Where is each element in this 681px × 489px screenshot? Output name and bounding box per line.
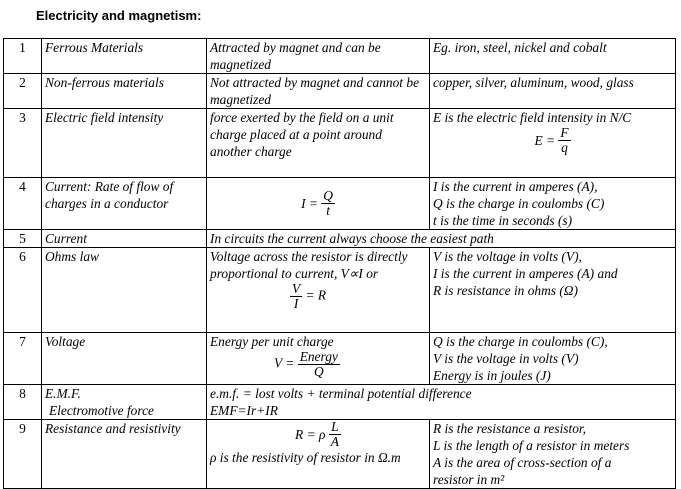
table-row [4, 39, 676, 74]
equation-rhs: = R [305, 287, 327, 303]
table-row [4, 178, 676, 230]
voltage-equation [210, 350, 426, 379]
description-cell: force exerted by the field on a unit charge placed at a point around another charge [207, 109, 430, 178]
resistivity-equation [210, 420, 426, 449]
description-cell: In circuits the current always choose the easiest path [207, 230, 676, 248]
description-cell: Not attracted by magnet and cannot be magnetized [207, 74, 430, 109]
notes-cell [430, 248, 676, 333]
fraction [290, 282, 302, 311]
term-cell: Electric field intensity [42, 109, 207, 178]
ohms-law-equation [210, 282, 426, 311]
table-row [4, 109, 676, 178]
term-cell [42, 385, 207, 420]
term-cell: Ohms law [42, 248, 207, 333]
numerator: L [329, 420, 341, 435]
voltage-text: Energy per unit charge [210, 334, 334, 349]
notes-line: t is the time in seconds (s) [433, 213, 573, 228]
term-cell: Non-ferrous materials [42, 74, 207, 109]
term-line: Electromotive force [49, 403, 154, 418]
term-line: E.M.F. [45, 386, 81, 401]
description-cell [207, 385, 676, 420]
description-line: EMF=Ir+IR [210, 403, 278, 418]
formula-table [3, 38, 676, 489]
page-heading: Electricity and magnetism: [36, 8, 202, 23]
description-cell [207, 333, 430, 385]
notes-line: A is the area of cross-section of a [433, 455, 612, 470]
denominator: Q [313, 364, 324, 379]
resistivity-text: ρ is the resistivity of resistor in Ω.m [210, 450, 401, 465]
notes-cell: copper, silver, aluminum, wood, glass [430, 74, 676, 109]
denominator: q [561, 140, 568, 155]
notes-line: Q is the charge in coulombs (C), [433, 334, 608, 349]
equation-lhs: I = [301, 196, 318, 211]
row-number: 5 [4, 230, 42, 248]
notes-line: I is the current in amperes (A), [433, 179, 598, 194]
row-number: 6 [4, 248, 42, 333]
table-row [4, 333, 676, 385]
notes-line: Q is the charge in coulombs (C) [433, 196, 605, 211]
equation-lhs: R = ρ [295, 427, 326, 442]
table-row [4, 74, 676, 109]
notes-line: resistor in m² [433, 472, 505, 487]
row-number: 8 [4, 385, 42, 420]
description-cell [207, 178, 430, 230]
notes-line: V is the voltage in volts (V) [433, 351, 579, 366]
row-number: 4 [4, 178, 42, 230]
notes-line: R is resistance in ohms (Ω) [433, 283, 578, 298]
row-number: 2 [4, 74, 42, 109]
notes-line: V is the voltage in volts (V), [433, 249, 582, 264]
notes-cell: Eg. iron, steel, nickel and cobalt [430, 39, 676, 74]
term-cell: Current [42, 230, 207, 248]
numerator: V [292, 281, 301, 296]
field-intensity-equation [433, 126, 672, 155]
table-row [4, 230, 676, 248]
numerator: F [560, 125, 569, 140]
denominator: A [330, 434, 339, 449]
notes-line: E is the electric field intensity in N/C [433, 110, 632, 125]
notes-line: L is the length of a resistor in meters [433, 438, 630, 453]
notes-line: R is the resistance a resistor, [433, 421, 586, 436]
current-equation [210, 189, 426, 218]
fraction [298, 350, 340, 379]
notes-cell [430, 420, 676, 489]
denominator: t [326, 203, 330, 218]
fraction [321, 189, 335, 218]
notes-cell [430, 109, 676, 178]
row-number: 3 [4, 109, 42, 178]
denominator: I [293, 296, 299, 311]
fraction [558, 126, 570, 155]
description-cell [207, 420, 430, 489]
notes-cell [430, 333, 676, 385]
notes-line: Energy is in joules (J) [433, 368, 551, 383]
equation-lhs: V = [274, 355, 295, 371]
numerator: Q [323, 188, 333, 203]
equation-lhs: E = [534, 133, 556, 148]
row-number: 1 [4, 39, 42, 74]
description-cell: Attracted by magnet and can be magnetized [207, 39, 430, 74]
fraction [329, 420, 341, 449]
description-cell [207, 248, 430, 333]
term-cell: Voltage [42, 333, 207, 385]
table-row [4, 420, 676, 489]
row-number: 9 [4, 420, 42, 489]
table-row [4, 385, 676, 420]
notes-cell [430, 178, 676, 230]
term-cell: Ferrous Materials [42, 39, 207, 74]
ohms-law-text: Voltage across the resistor is directly proportional to current, V∝I or [210, 249, 408, 281]
description-line: e.m.f. = lost volts + terminal potential difference [210, 386, 472, 401]
term-cell: Resistance and resistivity [42, 420, 207, 489]
row-number: 7 [4, 333, 42, 385]
term-cell: Current: Rate of flow of charges in a conductor [42, 178, 207, 230]
notes-line: I is the current in amperes (A) and [433, 266, 618, 281]
numerator: Energy [299, 349, 338, 364]
table-row [4, 248, 676, 333]
